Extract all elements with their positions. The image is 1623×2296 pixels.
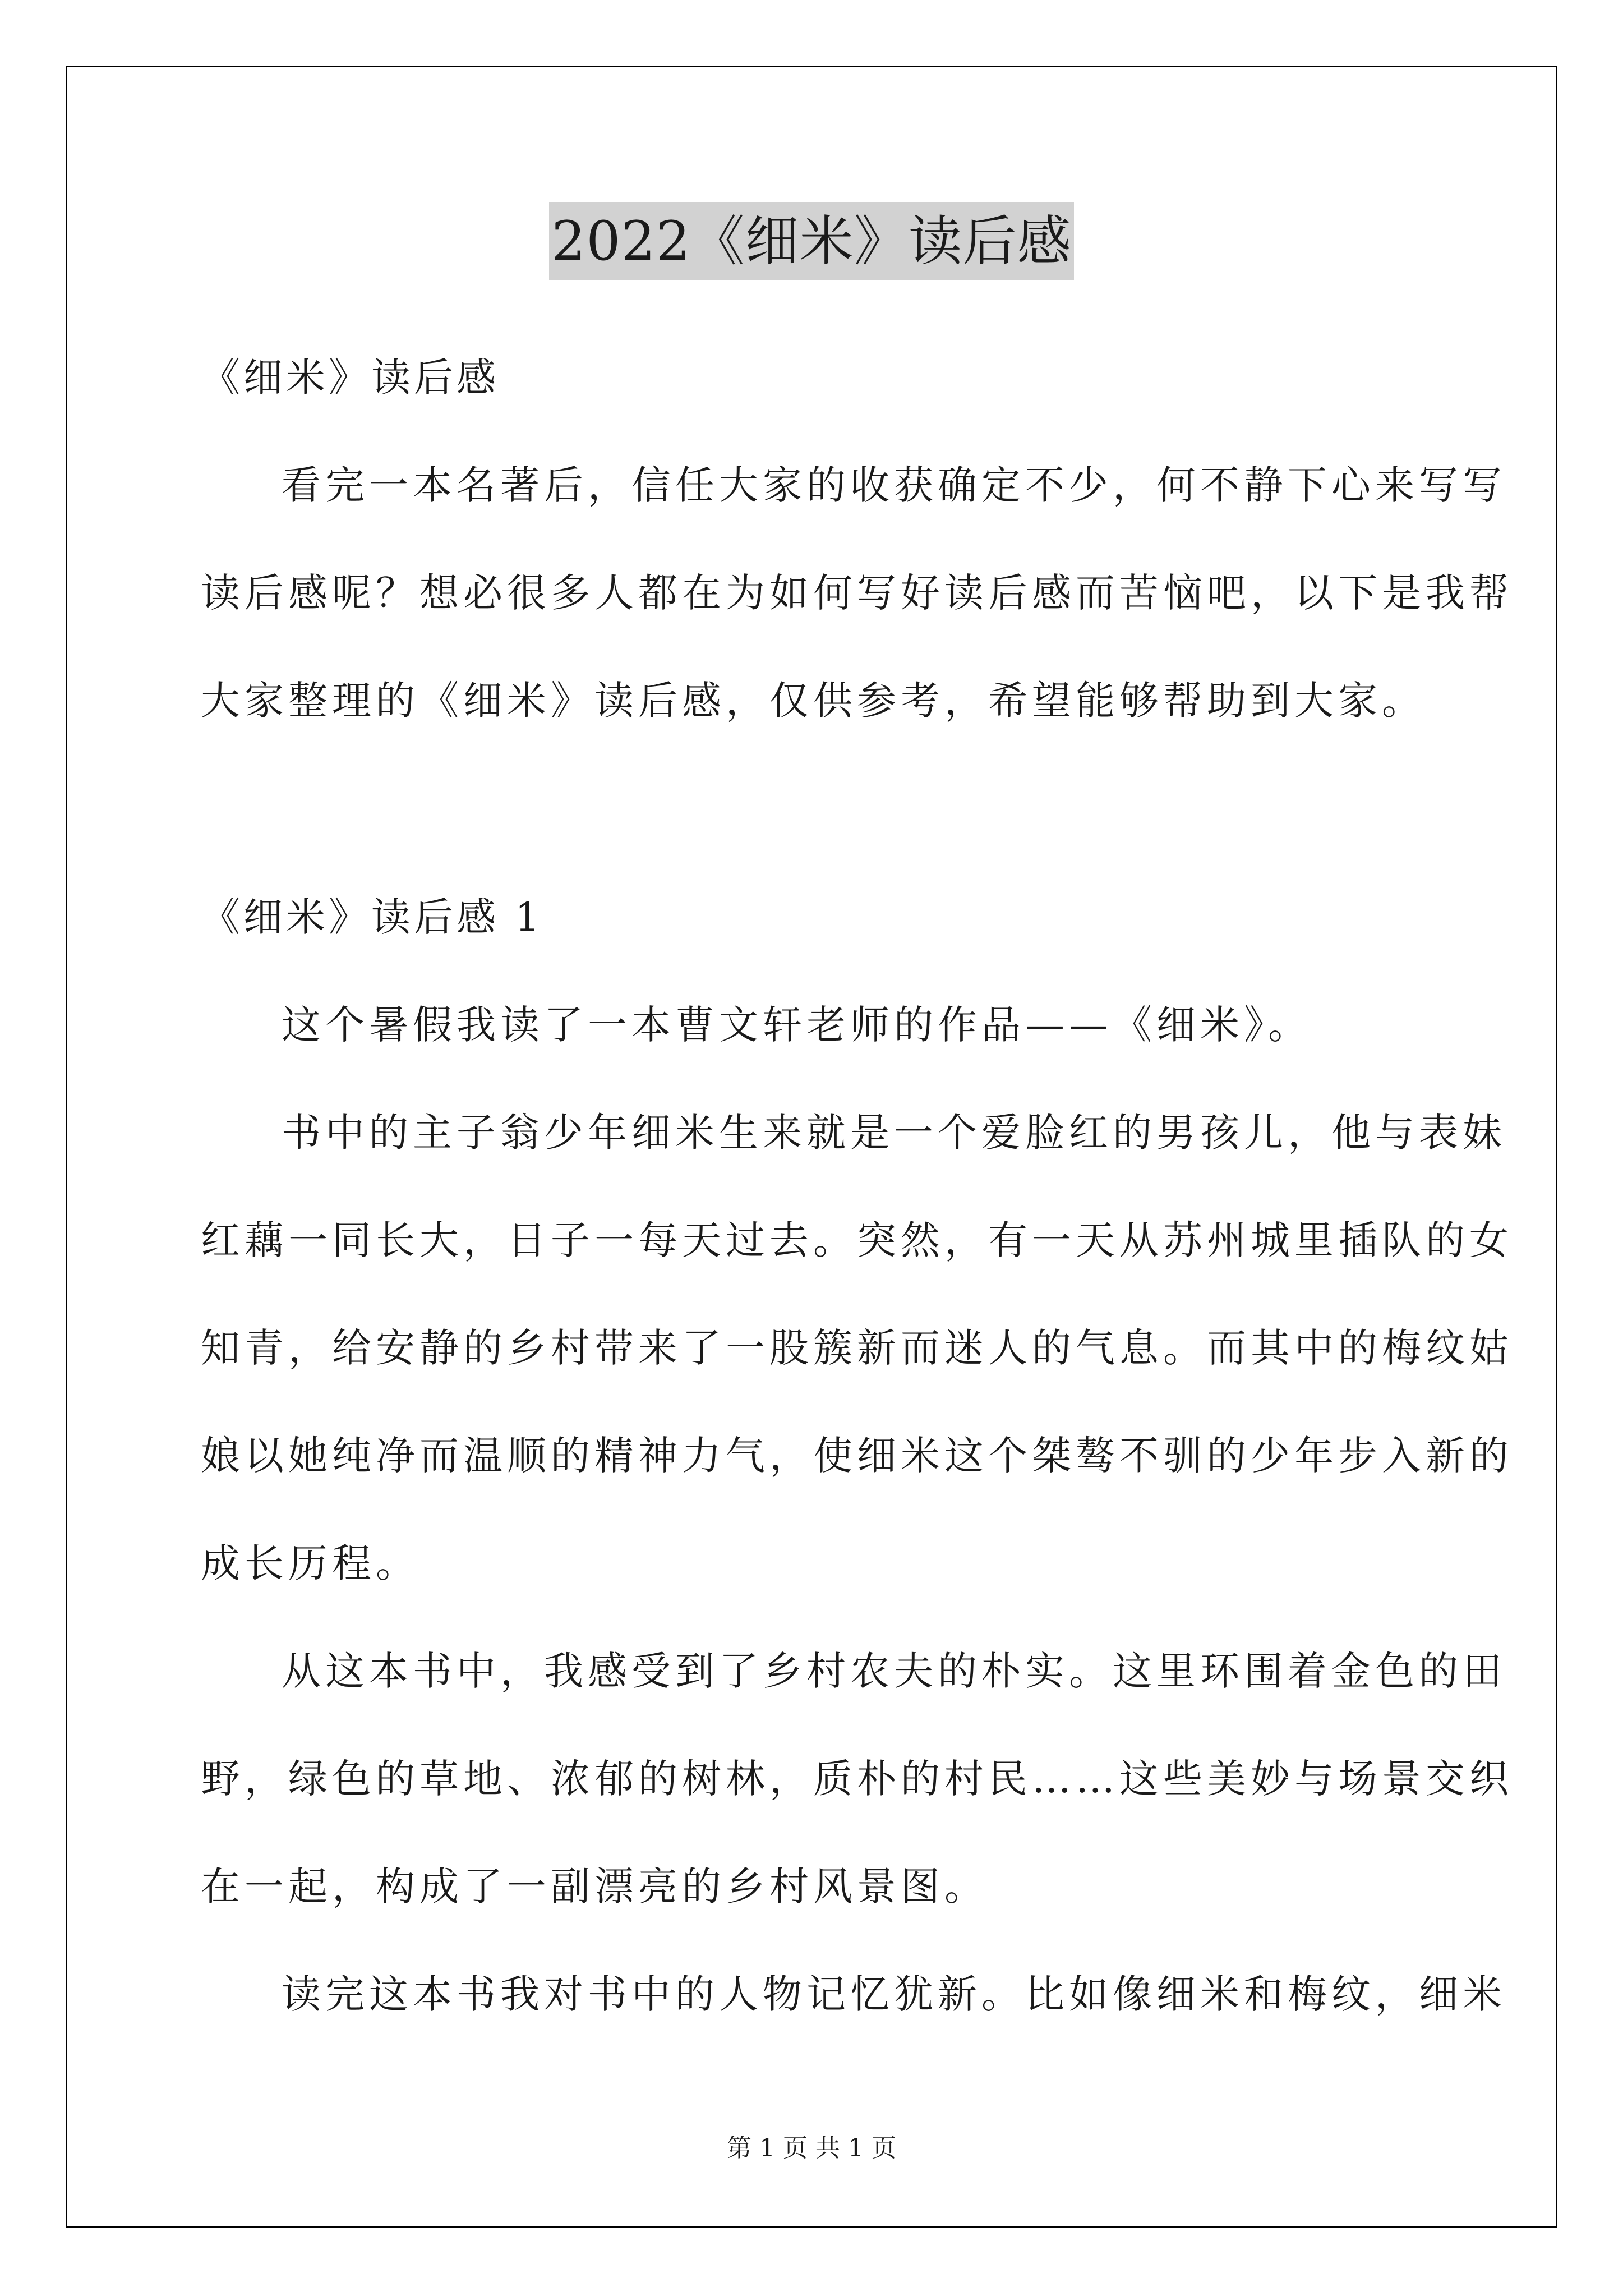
intro-line: 大家整理的《细米》读后感，仅供参考，希望能够帮助到大家。 [201, 678, 1426, 724]
document-title: 2022《细米》读后感 [549, 202, 1073, 280]
section-heading: 《细米》读后感 1 [201, 894, 543, 940]
body-line: 在一起，构成了一副漂亮的乡村风景图。 [201, 1864, 988, 1910]
title-container [0, 202, 1623, 280]
subtitle: 《细米》读后感 [201, 355, 499, 401]
page-footer: 第 1 页 共 1 页 [727, 2134, 896, 2162]
body-line: 从这本书中，我感受到了乡村农夫的朴实。这里环围着金色的田 [282, 1648, 1506, 1694]
body-line: 读完这本书我对书中的人物记忆犹新。比如像细米和梅纹，细米 [282, 1971, 1506, 2017]
intro-line: 看完一本名著后，信任大家的收获确定不少，何不静下心来写写 [282, 462, 1506, 508]
intro-line: 读后感呢？想必很多人都在为如何写好读后感而苦恼吧，以下是我帮 [201, 570, 1513, 616]
body-line: 书中的主子翁少年细米生来就是一个爱脸红的男孩儿，他与表妹 [282, 1110, 1506, 1156]
body-line: 红藕一同长大，日子一每天过去。突然，有一天从苏州城里插队的女 [201, 1217, 1513, 1263]
body-line: 成长历程。 [201, 1540, 419, 1586]
body-line: 这个暑假我读了一本曹文轩老师的作品——《细米》。 [282, 1002, 1312, 1048]
body-line: 娘以她纯净而温顺的精神力气，使细米这个桀骜不驯的少年步入新的 [201, 1433, 1513, 1479]
body-line: 野，绿色的草地、浓郁的树林，质朴的村民……这些美妙与场景交织 [201, 1756, 1513, 1802]
body-line: 知青，给安静的乡村带来了一股簇新而迷人的气息。而其中的梅纹姑 [201, 1325, 1513, 1371]
